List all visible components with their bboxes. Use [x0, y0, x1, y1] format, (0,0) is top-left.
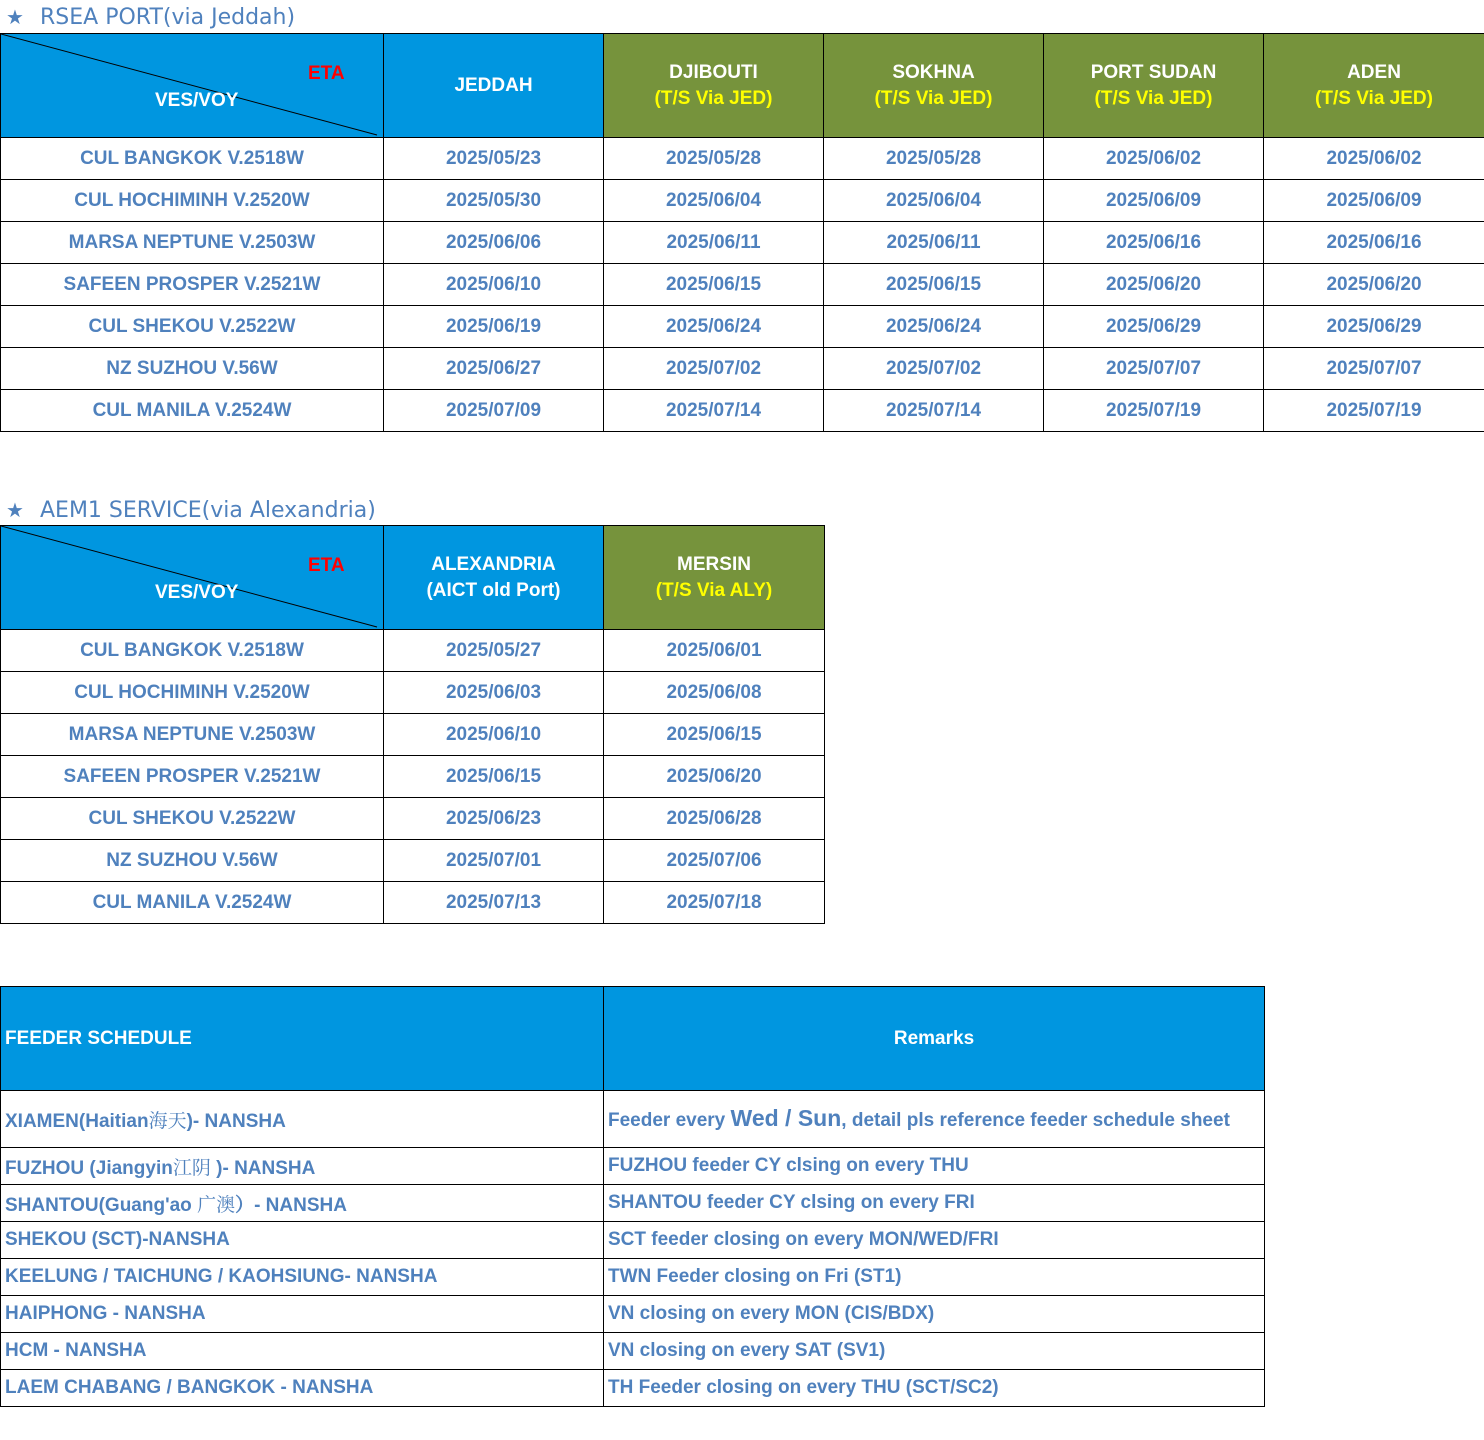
header-alexandria: [384, 526, 604, 630]
eta-date-cell: 2025/06/15: [604, 714, 825, 756]
table-row: [1, 1185, 1265, 1222]
table-row: [1, 1296, 1265, 1333]
feeder-route-cell: [1, 1091, 604, 1148]
eta-date-cell: 2025/05/28: [604, 138, 824, 180]
eta-date-cell: 2025/06/04: [604, 180, 824, 222]
header-djibouti: [604, 34, 824, 138]
route-text-cn: 江阴: [172, 1156, 211, 1179]
table-row: [1, 882, 825, 924]
header-label: PORT SUDAN: [1090, 61, 1217, 83]
feeder-route-cell: SHEKOU (SCT)-NANSHA: [1, 1222, 604, 1259]
header-mersin: [604, 526, 825, 630]
table-row: [1, 1091, 1265, 1148]
feeder-schedule-table: [0, 986, 1265, 1407]
header-remarks: Remarks: [604, 987, 1265, 1091]
feeder-route-cell: [1, 1185, 604, 1222]
table-row: [1, 390, 1484, 432]
route-text-cn: 广澳: [197, 1193, 236, 1216]
table-header-row: [1, 526, 825, 630]
route-text: FUZHOU (Jiangyin: [5, 1157, 173, 1179]
table-row: [1, 756, 825, 798]
eta-date-cell: 2025/07/14: [824, 390, 1044, 432]
vessel-voyage-cell: NZ SUZHOU V.56W: [1, 840, 384, 882]
section-title-aem1: [6, 497, 376, 524]
eta-date-cell: 2025/07/07: [1044, 348, 1264, 390]
feeder-remark-cell: [604, 1091, 1265, 1148]
eta-date-cell: 2025/06/23: [384, 798, 604, 840]
eta-date-cell: 2025/06/15: [604, 264, 824, 306]
table-row: [1, 1333, 1265, 1370]
eta-date-cell: 2025/06/16: [1264, 222, 1484, 264]
header-sublabel: (T/S Via JED): [654, 87, 773, 109]
vessel-voyage-cell: NZ SUZHOU V.56W: [1, 348, 384, 390]
eta-date-cell: 2025/06/08: [604, 672, 825, 714]
header-label: ADEN: [1347, 61, 1401, 83]
header-sublabel: (T/S Via JED): [1094, 87, 1213, 109]
header-label: SOKHNA: [892, 61, 975, 83]
eta-date-cell: 2025/06/19: [384, 306, 604, 348]
eta-date-cell: 2025/06/02: [1044, 138, 1264, 180]
table-row: [1, 306, 1484, 348]
eta-date-cell: 2025/07/18: [604, 882, 825, 924]
feeder-remark-cell: VN closing on every SAT (SV1): [604, 1333, 1265, 1370]
rsea-schedule-table: [0, 33, 1484, 432]
table-row: [1, 1259, 1265, 1296]
vessel-voyage-cell: CUL HOCHIMINH V.2520W: [1, 672, 384, 714]
eta-date-cell: 2025/07/07: [1264, 348, 1484, 390]
vessel-voyage-cell: MARSA NEPTUNE V.2503W: [1, 714, 384, 756]
eta-date-cell: 2025/06/24: [824, 306, 1044, 348]
header-sublabel: (T/S Via JED): [1315, 87, 1433, 109]
eta-date-cell: 2025/06/03: [384, 672, 604, 714]
eta-date-cell: 2025/06/20: [1264, 264, 1484, 306]
feeder-remark-cell: VN closing on every MON (CIS/BDX): [604, 1296, 1265, 1333]
aem1-schedule-table: [0, 525, 825, 924]
vessel-voyage-cell: MARSA NEPTUNE V.2503W: [1, 222, 384, 264]
section-title-rsea: [6, 4, 295, 31]
header-feeder-schedule: FEEDER SCHEDULE: [1, 987, 604, 1091]
eta-date-cell: 2025/05/28: [824, 138, 1044, 180]
header-label: DJIBOUTI: [669, 61, 758, 83]
eta-date-cell: 2025/06/10: [384, 264, 604, 306]
feeder-route-cell: LAEM CHABANG / BANGKOK - NANSHA: [1, 1370, 604, 1407]
eta-date-cell: 2025/06/11: [604, 222, 824, 264]
header-label: JEDDAH: [454, 74, 533, 96]
remark-emphasis: Wed / Sun: [730, 1104, 842, 1131]
table-row: [1, 138, 1484, 180]
eta-date-cell: 2025/06/09: [1264, 180, 1484, 222]
table-row: [1, 1222, 1265, 1259]
ves-voy-label: VES/VOY: [155, 90, 239, 111]
table-row: [1, 672, 825, 714]
table-row: [1, 630, 825, 672]
feeder-route-cell: HAIPHONG - NANSHA: [1, 1296, 604, 1333]
eta-date-cell: 2025/07/02: [824, 348, 1044, 390]
eta-date-cell: 2025/06/04: [824, 180, 1044, 222]
eta-date-cell: 2025/06/01: [604, 630, 825, 672]
eta-date-cell: 2025/07/01: [384, 840, 604, 882]
feeder-remark-cell: TH Feeder closing on every THU (SCT/SC2): [604, 1370, 1265, 1407]
vessel-voyage-cell: CUL SHEKOU V.2522W: [1, 798, 384, 840]
vessel-voyage-cell: CUL SHEKOU V.2522W: [1, 306, 384, 348]
eta-date-cell: 2025/06/20: [1044, 264, 1264, 306]
feeder-remark-cell: SHANTOU feeder CY clsing on every FRI: [604, 1185, 1265, 1222]
eta-date-cell: 2025/06/15: [824, 264, 1044, 306]
header-label: MERSIN: [677, 553, 751, 575]
eta-date-cell: 2025/06/16: [1044, 222, 1264, 264]
remark-text: , detail pls reference feeder schedule sheet: [841, 1109, 1230, 1131]
route-text: ）- NANSHA: [235, 1194, 347, 1216]
eta-date-cell: 2025/05/30: [384, 180, 604, 222]
eta-date-cell: 2025/06/29: [1264, 306, 1484, 348]
eta-label: ETA: [308, 63, 345, 84]
eta-date-cell: 2025/05/23: [384, 138, 604, 180]
header-label: ALEXANDRIA: [431, 553, 556, 575]
table-row: [1, 180, 1484, 222]
eta-date-cell: 2025/06/06: [384, 222, 604, 264]
table-header-row: [1, 34, 1484, 138]
header-jeddah: [384, 34, 604, 138]
route-text: XIAMEN(Haitian: [5, 1110, 149, 1132]
header-sublabel: (AICT old Port): [426, 579, 561, 601]
table-row: [1, 1148, 1265, 1185]
feeder-route-cell: [1, 1148, 604, 1185]
eta-date-cell: 2025/06/24: [604, 306, 824, 348]
eta-date-cell: 2025/07/19: [1044, 390, 1264, 432]
eta-date-cell: 2025/06/02: [1264, 138, 1484, 180]
star-icon: ★: [6, 5, 24, 29]
ves-voy-label: VES/VOY: [155, 582, 239, 603]
eta-date-cell: 2025/07/14: [604, 390, 824, 432]
vessel-voyage-cell: SAFEEN PROSPER V.2521W: [1, 264, 384, 306]
table-row: [1, 348, 1484, 390]
feeder-route-cell: HCM - NANSHA: [1, 1333, 604, 1370]
eta-date-cell: 2025/05/27: [384, 630, 604, 672]
corner-header-cell: [1, 34, 384, 138]
section-title-text: RSEA PORT(via Jeddah): [40, 5, 296, 30]
vessel-voyage-cell: CUL HOCHIMINH V.2520W: [1, 180, 384, 222]
eta-date-cell: 2025/06/10: [384, 714, 604, 756]
eta-date-cell: 2025/07/06: [604, 840, 825, 882]
eta-date-cell: 2025/06/28: [604, 798, 825, 840]
star-icon: ★: [6, 498, 24, 522]
header-sublabel: (T/S Via ALY): [655, 579, 773, 601]
table-row: [1, 264, 1484, 306]
feeder-route-cell: KEELUNG / TAICHUNG / KAOHSIUNG- NANSHA: [1, 1259, 604, 1296]
header-sublabel: (T/S Via JED): [874, 87, 993, 109]
eta-date-cell: 2025/07/19: [1264, 390, 1484, 432]
feeder-remark-cell: FUZHOU feeder CY clsing on every THU: [604, 1148, 1265, 1185]
feeder-remark-cell: TWN Feeder closing on Fri (ST1): [604, 1259, 1265, 1296]
eta-date-cell: 2025/06/20: [604, 756, 825, 798]
eta-date-cell: 2025/07/13: [384, 882, 604, 924]
vessel-voyage-cell: CUL BANGKOK V.2518W: [1, 138, 384, 180]
header-port-sudan: [1044, 34, 1264, 138]
eta-date-cell: 2025/06/29: [1044, 306, 1264, 348]
eta-date-cell: 2025/06/11: [824, 222, 1044, 264]
vessel-voyage-cell: CUL BANGKOK V.2518W: [1, 630, 384, 672]
eta-date-cell: 2025/06/27: [384, 348, 604, 390]
corner-header-cell: [1, 526, 384, 630]
table-row: [1, 222, 1484, 264]
header-aden: [1264, 34, 1484, 138]
eta-date-cell: 2025/07/09: [384, 390, 604, 432]
route-text: )- NANSHA: [210, 1157, 316, 1179]
table-row: [1, 798, 825, 840]
vessel-voyage-cell: CUL MANILA V.2524W: [1, 390, 384, 432]
eta-label: ETA: [308, 555, 345, 576]
feeder-remark-cell: SCT feeder closing on every MON/WED/FRI: [604, 1222, 1265, 1259]
route-text: )- NANSHA: [186, 1110, 286, 1132]
vessel-voyage-cell: SAFEEN PROSPER V.2521W: [1, 756, 384, 798]
table-row: [1, 840, 825, 882]
eta-date-cell: 2025/06/09: [1044, 180, 1264, 222]
route-text-cn: 海天: [148, 1109, 187, 1132]
vessel-voyage-cell: CUL MANILA V.2524W: [1, 882, 384, 924]
header-sokhna: [824, 34, 1044, 138]
table-row: [1, 1370, 1265, 1407]
table-header-row: [1, 987, 1265, 1091]
section-title-text: AEM1 SERVICE(via Alexandria): [40, 498, 376, 523]
remark-text: Feeder every: [608, 1109, 731, 1131]
eta-date-cell: 2025/07/02: [604, 348, 824, 390]
table-row: [1, 714, 825, 756]
eta-date-cell: 2025/06/15: [384, 756, 604, 798]
route-text: SHANTOU(Guang'ao: [5, 1194, 198, 1216]
